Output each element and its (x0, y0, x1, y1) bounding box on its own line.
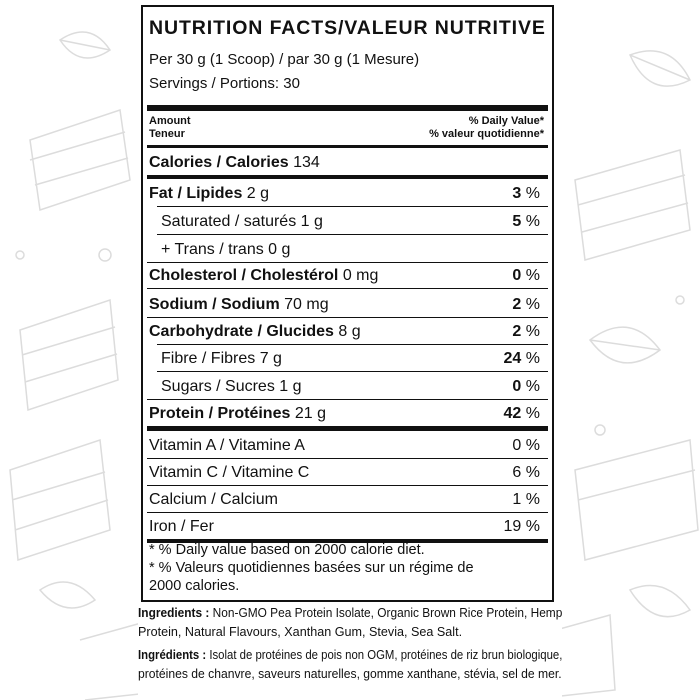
label-title: NUTRITION FACTS/VALEUR NUTRITIVE (149, 17, 546, 39)
vitamin-name: Calcium / Calcium (149, 491, 278, 508)
cake-sketch-icon (30, 110, 130, 210)
nutrient-name: Sodium / Sodium 70 mg (149, 296, 329, 313)
serving-size: Per 30 g (1 Scoop) / par 30 g (1 Mesure) (149, 51, 420, 68)
servings-per-container: Servings / Portions: 30 (149, 75, 300, 92)
vitamin-percent: 0 % (512, 437, 540, 454)
divider-thick (147, 105, 548, 111)
nutrient-name: Saturated / saturés 1 g (161, 213, 323, 230)
nutrient-percent: 3 % (512, 185, 540, 202)
nutrient-percent: 0 % (512, 378, 540, 395)
nutrition-facts-table (141, 5, 554, 602)
vitamin-percent: 19 % (503, 518, 540, 535)
nutrient-percent: 2 % (512, 323, 540, 340)
nutrient-percent: 42 % (503, 405, 540, 422)
footnote-fr: * % Valeurs quotidiennes basées sur un régime de (149, 560, 474, 576)
nutrient-name: Fat / Lipides 2 g (149, 185, 270, 202)
nutrient-row (147, 399, 548, 426)
cake-sketch-icon (575, 440, 698, 560)
leaf-sketch-icon (590, 327, 660, 363)
ingredients-fr: Ingrédients : Isolat de protéines de pois non OGM, protéines de riz brun biologique, protéines de chanvre, saveurs naturelles, gomme xanthane, stévia, sel de mer. (138, 648, 563, 681)
nutrient-row (147, 344, 548, 371)
leaf-sketch-icon (40, 582, 95, 608)
nutrient-row (147, 317, 548, 344)
nutrient-name: Sugars / Sucres 1 g (161, 378, 302, 395)
footnote-fr-continued: 2000 calories. (149, 578, 240, 594)
nutrient-percent: 0 % (512, 267, 540, 284)
vitamin-percent: 6 % (512, 464, 540, 481)
nutrient-percent: 5 % (512, 213, 540, 230)
nutrient-name: Carbohydrate / Glucides 8 g (149, 323, 361, 340)
header-daily-value: % Daily Value* % valeur quotidienne* (429, 115, 544, 140)
leaf-sketch-icon (630, 51, 690, 86)
nutrient-row (147, 290, 548, 317)
vitamin-row (147, 485, 548, 512)
nutrient-row (147, 372, 548, 399)
nutrient-name: Protein / Protéines 21 g (149, 405, 326, 422)
nutrient-percent: 2 % (512, 296, 540, 313)
calories-label: Calories / Calories (149, 154, 289, 171)
leaf-sketch-icon (630, 586, 690, 617)
nutrient-name: + Trans / trans 0 g (161, 241, 291, 258)
header-amount: Amount Teneur (149, 115, 191, 140)
nutrient-percent: 24 % (503, 350, 540, 367)
calories-row (147, 148, 548, 175)
vitamin-name: Vitamin A / Vitamine A (149, 437, 305, 454)
vitamin-name: Vitamin C / Vitamine C (149, 464, 310, 481)
nutrient-name: Fibre / Fibres 7 g (161, 350, 282, 367)
footnote-en: * % Daily value based on 2000 calorie diet. (149, 542, 425, 558)
calories-value: 134 (293, 154, 320, 171)
nutrient-row (147, 261, 548, 288)
vitamin-row (147, 431, 548, 458)
nutrient-row (147, 235, 548, 262)
ingredients-en: Ingredients : Non-GMO Pea Protein Isolate, Organic Brown Rice Protein, Hemp Protein, Natural Flavours, Xanthan Gum, Stevia, Sea Salt. (138, 606, 563, 639)
vitamin-name: Iron / Fer (149, 518, 214, 535)
nutrient-name: Cholesterol / Cholestérol 0 mg (149, 267, 379, 284)
cake-sketch-icon (575, 150, 690, 260)
ingredients-fr-label: Ingrédients : (138, 648, 207, 662)
ingredients-en-label: Ingredients : (138, 606, 210, 620)
vitamin-row (147, 458, 548, 485)
nutrient-row (147, 179, 548, 206)
cake-sketch-icon (20, 300, 118, 410)
vitamin-row (147, 512, 548, 539)
cake-sketch-icon (10, 440, 110, 560)
leaf-sketch-icon (60, 32, 110, 58)
row-divider (147, 288, 548, 289)
nutrient-row (147, 207, 548, 234)
vitamin-percent: 1 % (512, 491, 540, 508)
